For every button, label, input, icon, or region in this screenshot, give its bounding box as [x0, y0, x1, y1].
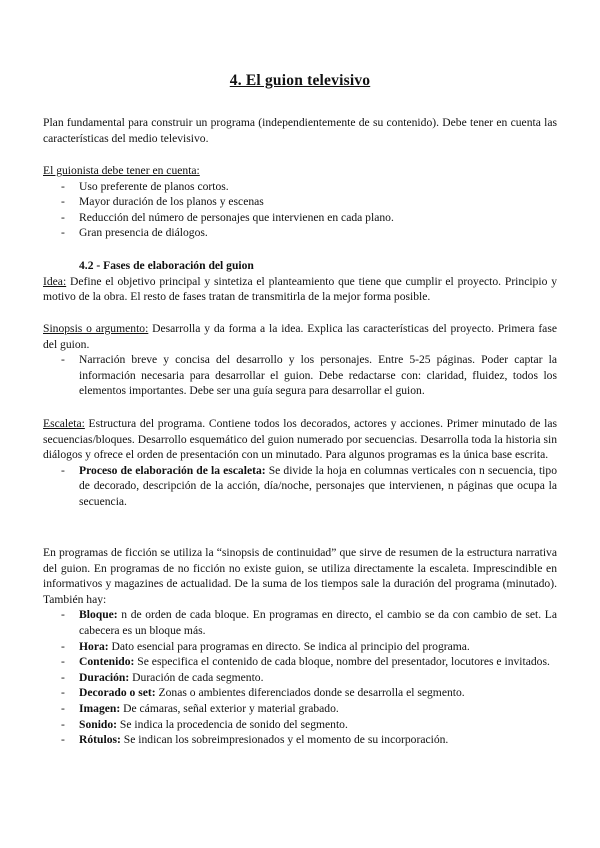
list-item: - Narración breve y concisa del desarrollo y los personajes. Entre 5-25 páginas. Poder captar la información necesaria para desarrollar el guion. Debe redactarse con: claridad, fluidez, todos los elementos importantes. Debe ser una guía segura para desarrollar el guion. [61, 353, 557, 398]
list-item: - Gran presencia de diálogos. [61, 226, 208, 240]
list-item: - Contenido: Se especifica el contenido de cada bloque, nombre del presentador, locutores e invitados. [61, 655, 550, 669]
list-item: - Duración: Duración de cada segmento. [61, 670, 264, 684]
guionista-list [43, 179, 557, 241]
list-item: - Uso preferente de planos cortos. [61, 179, 229, 193]
list-item: - Proceso de elaboración de la escaleta: Se divide la hoja en columnas verticales con n secuencia, tipo de decorado, descripción de la acción, día/noche, personajes que intervienen, n páginas que ocupa la secuencia. [61, 463, 557, 508]
intro-paragraph: Plan fundamental para construir un programa (independientemente de su contenido). Debe tener en cuenta las características del medio televisivo. [43, 116, 557, 145]
ficcion-list [43, 607, 557, 747]
list-item: - Mayor duración de los planos y escenas [61, 195, 264, 209]
sinopsis-paragraph: Sinopsis o argumento: Desarrolla y da forma a la idea. Explica las características del proyecto. Primera fase del guion. [43, 322, 557, 351]
ficcion-block [43, 545, 557, 748]
sinopsis-block [43, 321, 557, 399]
list-item: - Imagen: De cámaras, señal exterior y material grabado. [61, 701, 339, 715]
fases-block [43, 258, 557, 305]
list-item: - Rótulos: Se indican los sobreimpresionados y el momento de su incorporación. [61, 733, 449, 747]
section-heading: 4.2 - Fases de elaboración del guion [79, 259, 254, 272]
ficcion-paragraph: En programas de ficción se utiliza la “sinopsis de continuidad” que sirve de resumen de la estructura narrativa del guion. En programas de no ficción no existe guion, se utiliza directamente la escaleta. Imprescindible en informativos y magazines de actualidad. De la suma de los tiempos sale la duración del programa (minutado). También hay: [43, 546, 557, 606]
escaleta-list [43, 463, 557, 510]
guionista-block [43, 163, 557, 241]
sinopsis-list [43, 352, 557, 399]
sinopsis-label: Sinopsis o argumento: [43, 322, 149, 335]
list-item: - Bloque: n de orden de cada bloque. En programas en directo, el cambio se da con cambio de set. La cabecera es un bloque más. [61, 608, 557, 637]
list-item: - Sonido: Se indica la procedencia de sonido del segmento. [61, 717, 348, 731]
idea-label: Idea: [43, 274, 67, 288]
list-item: - Reducción del número de personajes que intervienen en cada plano. [61, 210, 394, 224]
escaleta-label: Escaleta: [43, 417, 85, 430]
escaleta-block [43, 416, 557, 510]
page-title: 4. El guion televisivo [229, 72, 371, 89]
idea-paragraph: Idea: Define el objetivo principal y sintetiza el planteamiento que tiene que cumplir el proyecto. Principio y motivo de la obra. El resto de fases tratan de transmitirla de la mejor forma posible. [43, 274, 557, 304]
escaleta-paragraph: Escaleta: Estructura del programa. Contiene todos los decorados, actores y acciones. Primer minutado de las secuencias/bloques. Desarrollo esquemático del guion numerado por secuencias. Desarrolla toda la historia sin diálogos y ofrece el orden de presentación con un minutado. Para algunos programas es la única base escrita. [43, 417, 557, 462]
intro-block [43, 115, 557, 146]
list-item: - Hora: Dato esencial para programas en directo. Se indica al principio del programa. [61, 639, 470, 653]
list-item: - Decorado o set: Zonas o ambientes diferenciados donde se desarrolla el segmento. [61, 686, 465, 700]
guionista-heading: El guionista debe tener en cuenta: [43, 164, 200, 177]
